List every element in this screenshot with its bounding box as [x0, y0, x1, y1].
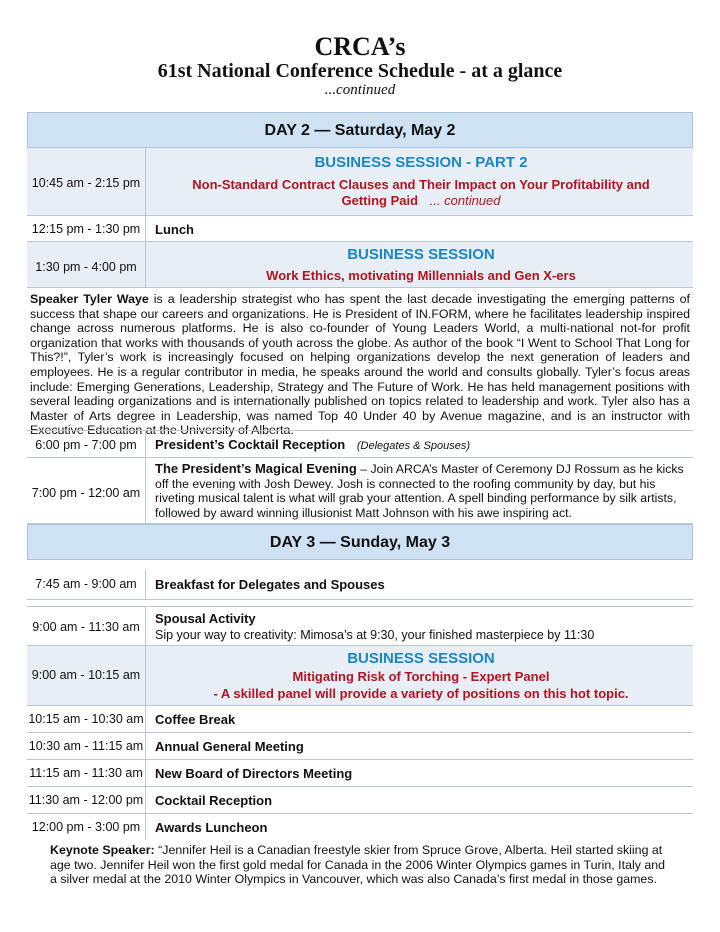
row-title: Coffee Break [155, 712, 236, 727]
session-topic: Non-Standard Contract Clauses and Their Impact on Your Profitability and Getting Paid [192, 177, 650, 208]
session-title: BUSINESS SESSION [347, 246, 495, 263]
session-topic-detail: - A skilled panel will provide a variety of positions on this hot topic. [213, 686, 629, 701]
schedule-row [27, 646, 693, 706]
row-time: 10:15 am - 10:30 am [28, 712, 144, 726]
page-title: CRCA’s [314, 32, 406, 61]
schedule-row [27, 430, 693, 458]
row-title: President’s Cocktail Reception [155, 437, 346, 452]
row-time: 9:00 am - 10:15 am [31, 668, 141, 682]
session-topic: Work Ethics, motivating Millennials and Gen X-ers [266, 268, 576, 283]
row-time: 11:15 am - 11:30 am [29, 766, 143, 780]
topic-note: ... continued [429, 193, 501, 208]
schedule-row [27, 733, 693, 760]
row-title: The President’s Magical Evening [155, 461, 357, 476]
keynote-bio [50, 843, 668, 887]
speaker-bio [30, 292, 690, 438]
row-time: 1:30 pm - 4:00 pm [35, 260, 137, 274]
row-time: 10:30 am - 11:15 am [28, 739, 144, 753]
schedule-row [27, 787, 693, 814]
row-time: 9:00 am - 11:30 am [32, 620, 140, 634]
row-text: – Join ARCA’s Master of Ceremony DJ Rossum as he kicks off the evening with Josh Dewey. Josh is connected to the roofing community by day, but his riveting musical talent is what will grab your attention. A spell binding performance by silk artists, followed by award winning illusionist Matt Johnson with his awe inspiring act. [155, 462, 684, 520]
session-title: BUSINESS SESSION - PART 2 [314, 154, 528, 171]
day3-heading: DAY 3 — Sunday, May 3 [27, 524, 693, 560]
session-topic: Mitigating Risk of Torching - Expert Panel [292, 669, 550, 684]
row-title: Spousal Activity [155, 611, 256, 626]
row-time: 7:45 am - 9:00 am [35, 577, 137, 591]
keynote-label: Keynote Speaker: [50, 843, 155, 857]
schedule-row [27, 706, 693, 733]
row-title: Annual General Meeting [155, 739, 304, 754]
schedule-row [27, 814, 693, 840]
schedule-row [27, 242, 693, 288]
keynote-text: “Jennifer Heil is a Canadian freestyle skier from Spruce Grove, Alberta. Heil started skiing at age two. Jennifer Heil won the first gold medal for Canada in the 2006 Winter Olympics games in Turin, Italy and a silver medal at the 2010 Winter Olympics in Vancouver, which was also Canada’s first medal in those games. [50, 843, 666, 887]
schedule-row [27, 216, 693, 242]
schedule-row [27, 148, 693, 216]
speaker-text: is a leadership strategist who has spent the last decade investigating the emerging patterns of success that shape our careers and organizations. He is President of IN.FORM, where he facilitates leadership inspired change across numerous platforms. He is also co-founder of Young Leaders World, a multi-national not-for profit organization that works with thousands of youth across the globe. As author of the book “I Went to School That Long for This?!”, Tyler’s work is increasingly focused on helping organizations develop the next generation of leaders and employees. He is a regular contributor in media, he speaks around the world and consults globally. Tyler’s focus areas include: Emerging Generations, Leadership, Strategy and The Future of Work. He has held management positions with several leading organizations and is internationally published on topics related to leadership and work. Tyler also has a Master of Arts degree in Leadership, was named Top 40 Under 40 by Avenue magazine, and is an instructor with Executive Education at the University of Alberta. [30, 292, 690, 438]
schedule-row [27, 760, 693, 787]
schedule-row [27, 570, 693, 600]
continued-note: ...continued [324, 82, 396, 98]
speaker-label: Speaker Tyler Waye [30, 292, 149, 306]
row-title: Lunch [155, 222, 194, 237]
row-time: 6:00 pm - 7:00 pm [35, 438, 137, 452]
row-time: 11:30 am - 12:00 pm [28, 793, 144, 807]
day2-heading: DAY 2 — Saturday, May 2 [27, 112, 693, 148]
row-time: 10:45 am - 2:15 pm [31, 176, 141, 190]
row-title: New Board of Directors Meeting [155, 766, 353, 781]
page-subtitle: 61st National Conference Schedule - at a glance [157, 60, 563, 82]
schedule-row [27, 606, 693, 646]
row-title: Awards Luncheon [155, 820, 268, 835]
schedule-row [27, 458, 693, 524]
row-text: Sip your way to creativity: Mimosa’s at 9:30, your finished masterpiece by 11:30 [155, 628, 595, 642]
row-title: Breakfast for Delegates and Spouses [155, 577, 385, 592]
row-time: 12:15 pm - 1:30 pm [31, 222, 141, 236]
row-note: (Delegates & Spouses) [356, 440, 470, 452]
row-time: 7:00 pm - 12:00 am [31, 486, 141, 500]
row-title: Cocktail Reception [155, 793, 273, 808]
session-title: BUSINESS SESSION [347, 650, 495, 667]
row-time: 12:00 pm - 3:00 pm [31, 820, 141, 834]
